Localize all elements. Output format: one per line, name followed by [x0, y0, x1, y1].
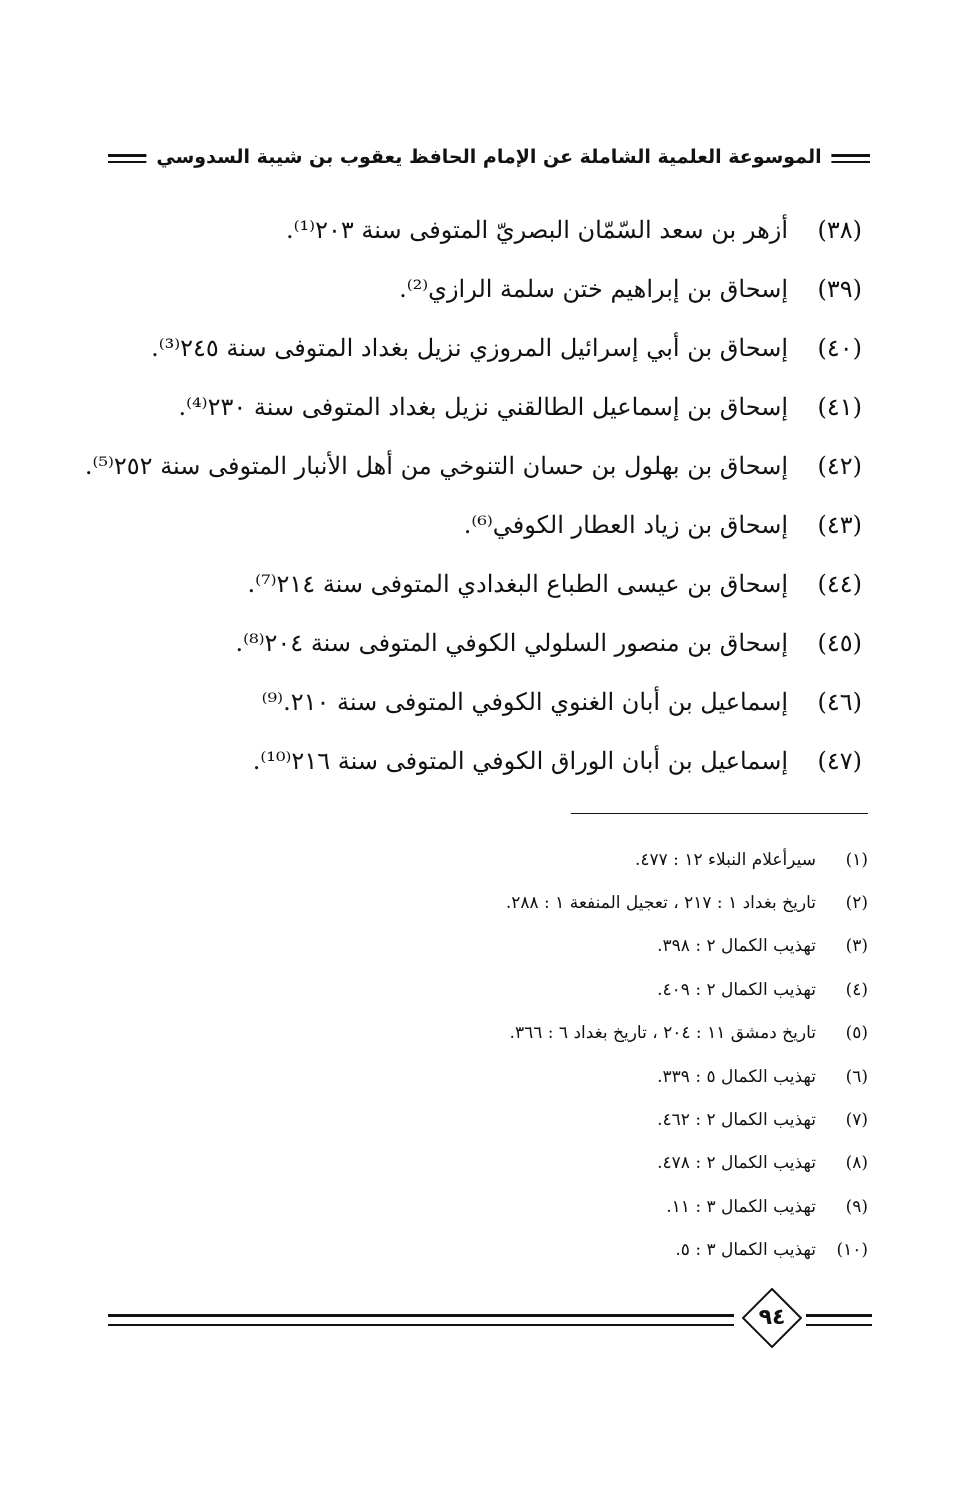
entry-number: (٤٦) — [817, 687, 862, 716]
entry-item — [82, 731, 862, 790]
footnote-number: (٦) — [845, 1066, 868, 1087]
entry-text: إسحاق بن منصور السلولي الكوفي المتوفى سنة ٢٠٤⁽⁸⁾. — [235, 628, 788, 657]
entry-number: (٤٢) — [817, 451, 862, 480]
entry-item — [82, 200, 862, 259]
footnote-number: (٣) — [845, 936, 868, 957]
entry-item — [82, 436, 862, 495]
entries-list — [82, 200, 862, 790]
footnote-text: تهذيب الكمال ٢ : ٤٠٩. — [657, 979, 816, 1000]
footnote-text: تهذيب الكمال ٣ : ٥. — [675, 1240, 816, 1261]
entry-item — [82, 495, 862, 554]
footnote-item — [168, 968, 868, 1011]
entry-text: إسحاق بن إبراهيم ختن سلمة الرازي⁽²⁾. — [399, 274, 788, 303]
footnote-text: تهذيب الكمال ٢ : ٤٧٨. — [657, 1153, 816, 1174]
footnote-text: تهذيب الكمال ٥ : ٣٣٩. — [657, 1066, 816, 1087]
footnote-separator — [571, 813, 868, 814]
entry-item — [82, 377, 862, 436]
footnote-item — [168, 1229, 868, 1272]
footnote-number: (٨) — [845, 1153, 868, 1174]
footnote-text: تاريخ بغداد ١ : ٢١٧ ، تعجيل المنفعة ١ : ٢٨٨. — [505, 893, 816, 914]
entry-item — [82, 672, 862, 731]
footnote-item — [168, 925, 868, 968]
footnote-item — [168, 1012, 868, 1055]
entry-item — [82, 613, 862, 672]
header-title: الموسوعة العلمية الشاملة عن الإمام الحافظ يعقوب بن شيبة السدوسي — [146, 140, 831, 174]
entry-number: (٤٣) — [817, 510, 862, 539]
entry-number: (٤٧) — [817, 746, 862, 775]
footer-rule-left — [108, 1314, 734, 1326]
footnote-text: تاريخ دمشق ١١ : ٢٠٤ ، تاريخ بغداد ٦ : ٣٦٦. — [509, 1023, 816, 1044]
entry-number: (٤٥) — [817, 628, 862, 657]
entry-number: (٤١) — [817, 392, 862, 421]
footnote-number: (٥) — [845, 1023, 868, 1044]
entry-number: (٣٩) — [817, 274, 862, 303]
entry-text: إسحاق بن بهلول بن حسان التنوخي من أهل الأنبار المتوفى سنة ٢٥٢⁽⁵⁾. — [84, 451, 788, 480]
footnote-number: (١٠) — [836, 1240, 868, 1261]
footnote-text: تهذيب الكمال ٢ : ٤٦٢. — [657, 1110, 816, 1131]
footnote-text: تهذيب الكمال ٢ : ٣٩٨. — [657, 936, 816, 957]
footnote-number: (٩) — [845, 1196, 868, 1217]
entry-item — [82, 554, 862, 613]
entry-text: إسحاق بن عيسى الطباع البغدادي المتوفى سنة ٢١٤⁽⁷⁾. — [247, 569, 788, 598]
footnote-text: تهذيب الكمال ٣ : ١١. — [666, 1196, 816, 1217]
footnote-item — [168, 881, 868, 924]
footnote-number: (٢) — [845, 893, 868, 914]
footnote-item — [168, 1185, 868, 1228]
footnote-item — [168, 838, 868, 881]
entry-text: إسماعيل بن أبان الوراق الكوفي المتوفى سنة ٢١٦⁽¹⁰⁾. — [252, 746, 788, 775]
footnote-number: (٧) — [845, 1110, 868, 1131]
running-header — [108, 140, 870, 174]
page-number: ٩٤ — [758, 1305, 786, 1330]
footnote-text: سيرأعلام النبلاء ١٢ : ٤٧٧. — [634, 849, 816, 870]
entry-text: إسحاق بن أبي إسرائيل المروزي نزيل بغداد المتوفى سنة ٢٤٥⁽³⁾. — [151, 333, 788, 362]
footnote-item — [168, 1098, 868, 1141]
entry-text: إسحاق بن إسماعيل الطالقني نزيل بغداد المتوفى سنة ٢٣٠⁽⁴⁾. — [178, 392, 788, 421]
entry-item — [82, 259, 862, 318]
entry-number: (٣٨) — [817, 215, 862, 244]
footnotes-list — [168, 838, 868, 1272]
entry-number: (٤٤) — [817, 569, 862, 598]
footer-rule-right — [806, 1314, 872, 1326]
entry-text: إسماعيل بن أبان الغنوي الكوفي المتوفى سنة ٢١٠.⁽⁹⁾ — [261, 687, 788, 716]
footnote-item — [168, 1055, 868, 1098]
footnote-number: (٤) — [845, 979, 868, 1000]
footnote-number: (١) — [845, 849, 868, 870]
entry-item — [82, 318, 862, 377]
entry-text: أزهر بن سعد السّمّان البصريّ المتوفى سنة ٢٠٣⁽¹⁾. — [286, 215, 788, 244]
footnote-item — [168, 1142, 868, 1185]
entry-number: (٤٠) — [817, 333, 862, 362]
entry-text: إسحاق بن زياد العطار الكوفي⁽⁶⁾. — [463, 510, 788, 539]
